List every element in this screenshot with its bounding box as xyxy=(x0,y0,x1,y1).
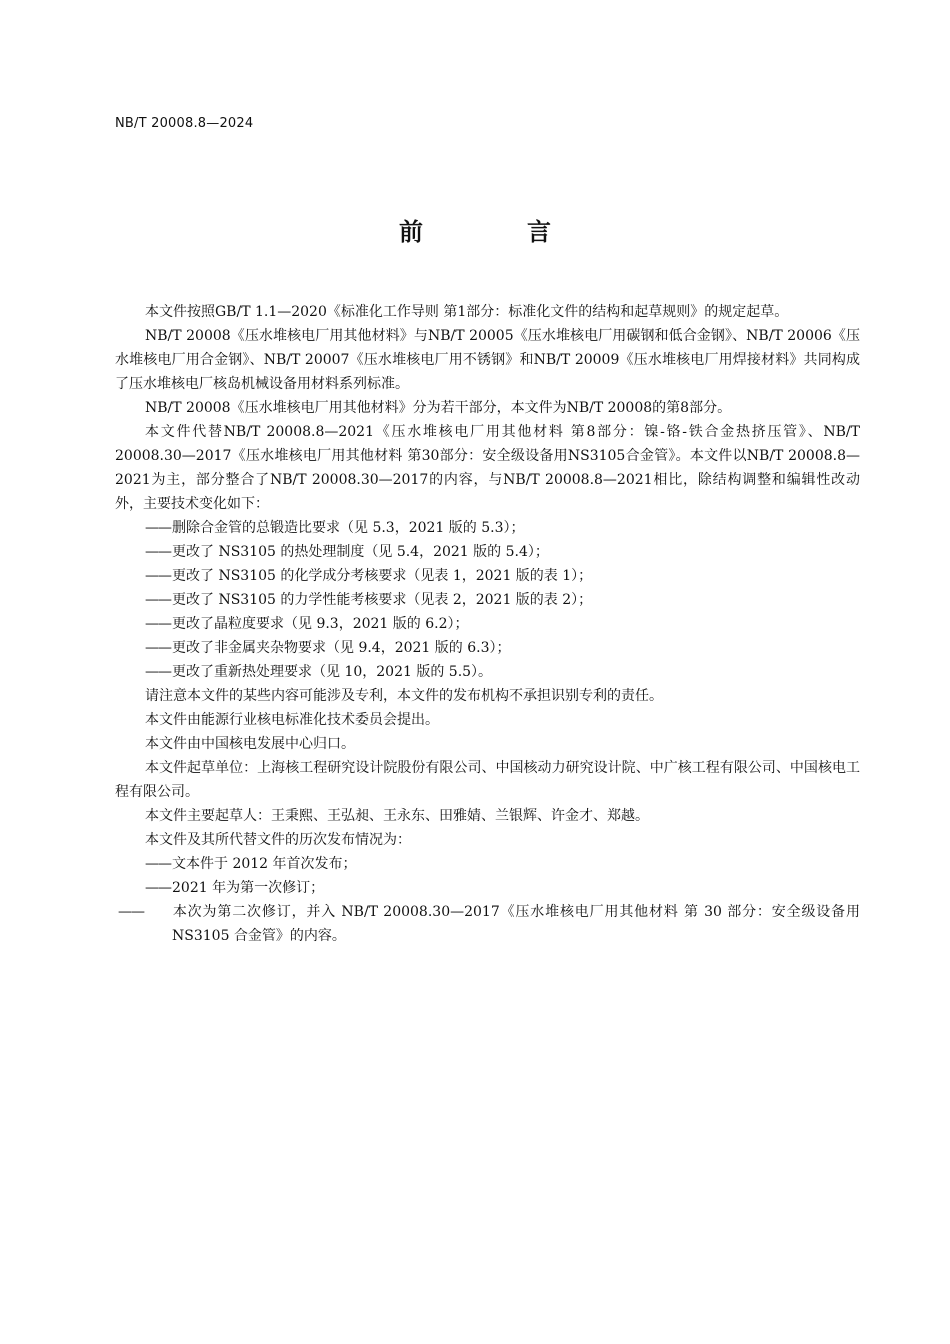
paragraph-history-intro: 本文件及其所代替文件的历次发布情况为： xyxy=(145,832,411,848)
dash-mark: —— xyxy=(118,904,144,920)
paragraph-replacement: 本文件代替NB/T 20008.8—2021《压水堆核电厂用其他材料 第8部分：镍-铬-铁合金热挤压管》、NB/T 20008.30—2017《压水堆核电厂用其他材料 第30部分：安全级设备用NS3105合金管》。本文件以NB/T 20008.8—2021为主，部分整合了NB/T 20008.30—2017的内容，与NB/T 20008.8—2021相比，除结构调整和编辑性改动外，主要技术变化如下： xyxy=(115,424,860,512)
paragraph-proposed-by: 本文件由能源行业核电标准化技术委员会提出。 xyxy=(145,712,439,728)
paragraph-series-standards: NB/T 20008《压水堆核电厂用其他材料》与NB/T 20005《压水堆核电厂用碳钢和低合金钢》、NB/T 20006《压水堆核电厂用合金钢》、NB/T 20007《压水堆核电厂用不锈钢》和NB/T 20009《压水堆核电厂用焊接材料》共同构成了压水堆核电厂核岛机械设备用材料系列标准。 xyxy=(115,328,860,392)
list-item: —— 本次为第二次修订，并入 NB/T 20008.30—2017《压水堆核电厂用其他材料 第 30 部分：安全级设备用 NS3105 合金管》的内容。 xyxy=(115,900,860,948)
paragraph-part-info: NB/T 20008《压水堆核电厂用其他材料》分为若干部分，本文件为NB/T 20008的第8部分。 xyxy=(145,400,732,416)
list-item: ——删除合金管的总锻造比要求（见 5.3，2021 版的 5.3）； xyxy=(115,516,860,540)
list-item: ——更改了重新热处理要求（见 10，2021 版的 5.5）。 xyxy=(115,660,860,684)
list-item: ——更改了非金属夹杂物要求（见 9.4，2021 版的 6.3）； xyxy=(115,636,860,660)
paragraph-patent-notice: 请注意本文件的某些内容可能涉及专利，本文件的发布机构不承担识别专利的责任。 xyxy=(145,688,663,704)
dash-mark: —— xyxy=(145,520,171,536)
document-number: NB/T 20008.8—2024 xyxy=(115,116,254,131)
changes-list xyxy=(115,516,860,684)
list-item: ——更改了晶粒度要求（见 9.3，2021 版的 6.2）； xyxy=(115,612,860,636)
list-item: ——更改了 NS3105 的热处理制度（见 5.4，2021 版的 5.4）； xyxy=(115,540,860,564)
foreword-body xyxy=(115,300,860,948)
paragraph-drafting-units: 本文件起草单位：上海核工程研究设计院股份有限公司、中国核动力研究设计院、中广核工程有限公司、中国核电工程有限公司。 xyxy=(115,760,860,800)
paragraph-drafting-rules: 本文件按照GB/T 1.1—2020《标准化工作导则 第1部分：标准化文件的结构和起草规则》的规定起草。 xyxy=(145,304,789,320)
paragraph-drafters: 本文件主要起草人：王秉熙、王弘昶、王永东、田雅婧、兰银辉、许金才、郑越。 xyxy=(145,808,649,824)
dash-mark: —— xyxy=(145,568,171,584)
dash-mark: —— xyxy=(145,880,171,896)
paragraph-centralized-by: 本文件由中国核电发展中心归口。 xyxy=(145,736,355,752)
dash-mark: —— xyxy=(145,664,171,680)
page-title: 前 言 xyxy=(399,218,591,246)
dash-mark: —— xyxy=(145,640,171,656)
dash-mark: —— xyxy=(145,616,171,632)
list-item: ——2021 年为第一次修订； xyxy=(115,876,860,900)
history-list xyxy=(115,852,860,948)
list-item: ——文本件于 2012 年首次发布； xyxy=(115,852,860,876)
dash-mark: —— xyxy=(145,592,171,608)
dash-mark: —— xyxy=(145,856,171,872)
list-item: ——更改了 NS3105 的化学成分考核要求（见表 1，2021 版的表 1）； xyxy=(115,564,860,588)
list-item: ——更改了 NS3105 的力学性能考核要求（见表 2，2021 版的表 2）； xyxy=(115,588,860,612)
dash-mark: —— xyxy=(145,544,171,560)
